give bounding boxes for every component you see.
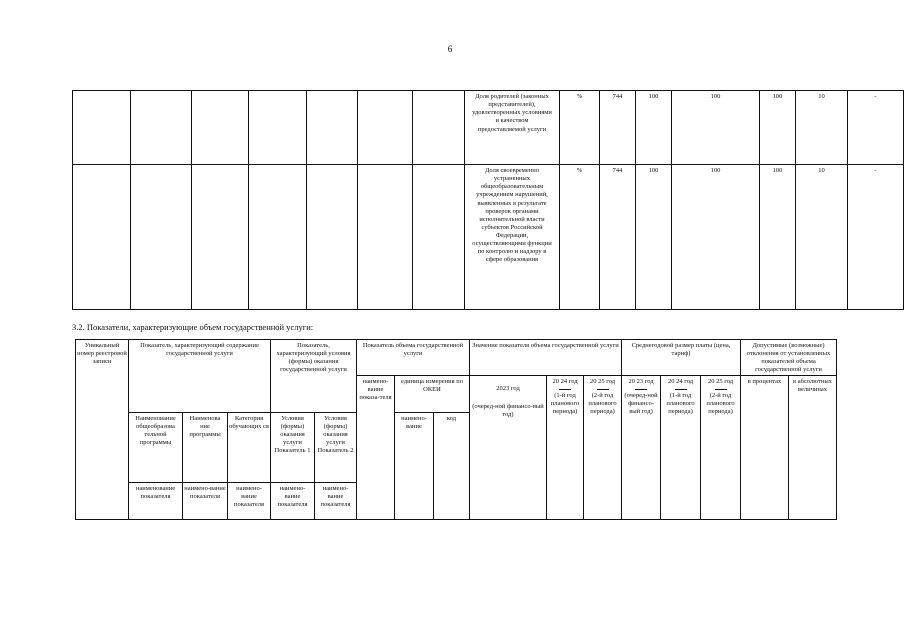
value-2023-desc: (очеред-ной финансо-вый год): [472, 402, 544, 418]
header-volume-value: Значение показателя объема государственной услуги: [470, 340, 622, 376]
table-row: [73, 91, 904, 165]
header-condition-1: Условия (формы) оказания услуги Показатель 1: [271, 412, 315, 482]
section-heading: 3.2. Показатели, характеризующие объем государственной услуги:: [72, 322, 314, 332]
fee-2024-year: 20 24 год: [667, 377, 694, 385]
volume-indicators-table: [75, 339, 837, 520]
empty-cell: [249, 165, 307, 310]
fee-2025-year: 20 25 год: [707, 377, 734, 385]
indicator-name-label: наимено-вание показателя: [315, 482, 357, 519]
value-2023: 100: [636, 165, 672, 310]
header-condition-2: Условия (формы) оказания услуги Показатель 2: [315, 412, 357, 482]
empty-cell: [131, 91, 192, 165]
value-2025-desc: (2-й год планового периода): [588, 391, 617, 415]
unit-name: %: [560, 91, 600, 165]
empty-cell: [249, 91, 307, 165]
header-allowed-deviation: Допустимые (возможные) отклонения от установленных показателей объема государственной услуги: [741, 340, 837, 376]
header-unit-name: наимено-вание: [395, 412, 434, 519]
value-2023: 100: [636, 91, 672, 165]
header-program-org: Наименование общеобразова тельной программы: [129, 412, 183, 482]
dash-mark: [675, 389, 687, 390]
header-fee-2023: [622, 375, 661, 519]
indicator-name-label: наимено-вание показателя: [271, 482, 315, 519]
header-program-name: Наименова ние программы: [183, 412, 228, 482]
empty-cell: [73, 91, 131, 165]
header-volume-name: наимено-вание показа-теля: [357, 375, 395, 519]
empty-cell: [413, 165, 465, 310]
dash-mark: [715, 389, 727, 390]
value-2024-year: 20 24 год: [552, 377, 578, 385]
header-value-2024: [547, 375, 584, 519]
header-value-2023: [470, 375, 547, 519]
header-conditions-indicator: Показатель, характеризующий условия (формы) оказания государственной услуги: [271, 340, 357, 413]
header-unique-number: Уникальный номер реестровой записи: [76, 340, 129, 520]
indicator-name-label: наимено-вание показателя: [228, 482, 271, 519]
fee-2025-desc: (2-й год планового периода): [706, 391, 735, 415]
value-2024: 100: [672, 165, 760, 310]
dash-mark: [559, 389, 571, 390]
okei-code: 744: [600, 91, 636, 165]
value-2025: 100: [760, 91, 796, 165]
empty-cell: [307, 91, 358, 165]
deviation-percent: 10: [796, 91, 848, 165]
fee-2024-desc: (1-й год планового периода): [666, 391, 695, 415]
unit-name: %: [560, 165, 600, 310]
header-student-category: Категория обучающих ся: [228, 412, 271, 482]
header-average-fee: Среднегодовой размер платы (цена, тариф): [622, 340, 741, 376]
page-number: 6: [447, 44, 453, 54]
indicator-name-label: наименование показателя: [129, 482, 183, 519]
empty-cell: [192, 91, 249, 165]
empty-cell: [192, 165, 249, 310]
empty-cell: [413, 91, 465, 165]
indicator-name: Доля родителей (законных представителей), удовлетворенных условиями и качеством предоставляемой услуги: [465, 91, 560, 165]
fee-2023-desc: (очеред-ной финансо-вый год): [624, 391, 658, 415]
okei-code: 744: [600, 165, 636, 310]
empty-cell: [358, 91, 413, 165]
deviation-percent: 10: [796, 165, 848, 310]
empty-cell: [131, 165, 192, 310]
header-deviation-absolute: в абсолютных величинах: [789, 375, 837, 519]
empty-cell: [307, 165, 358, 310]
value-2024-desc: (1-й год планового периода): [550, 391, 580, 415]
indicator-name: Доля своевременно устраненных общеобразовательным учреждением нарушений, выявленных в результате проверок органами исполнительной власти субъектов Российской Федерации, осуществляющими функции по контролю и надзору в сфере образования: [465, 165, 560, 310]
header-fee-2025: [701, 375, 741, 519]
empty-cell: [73, 165, 131, 310]
value-2024: 100: [672, 91, 760, 165]
header-fee-2024: [661, 375, 701, 519]
deviation-absolute: -: [848, 165, 904, 310]
value-2025-year: 20 25 год: [589, 377, 616, 385]
header-volume-indicator: Показатель объема государственной услуги: [357, 340, 470, 376]
table-row: [73, 165, 904, 310]
header-row: [76, 340, 837, 376]
header-deviation-percent: в процентах: [741, 375, 789, 519]
dash-mark: [635, 389, 647, 390]
indicator-name-label: наимено-вание показателя: [183, 482, 228, 519]
value-2023-year: 2023 год: [496, 384, 520, 392]
header-unit-code: код: [434, 412, 470, 519]
header-content-indicator: Показатель, характеризующий содержание государственной услуги: [129, 340, 271, 413]
value-2025: 100: [760, 165, 796, 310]
deviation-absolute: -: [848, 91, 904, 165]
fee-2023-year: 20 23 год: [628, 377, 654, 385]
dash-mark: [597, 389, 609, 390]
empty-cell: [358, 165, 413, 310]
header-value-2025: [584, 375, 622, 519]
quality-indicators-continuation-table: [72, 90, 904, 310]
header-unit-okei: единица измерения по ОКЕИ: [395, 375, 470, 412]
